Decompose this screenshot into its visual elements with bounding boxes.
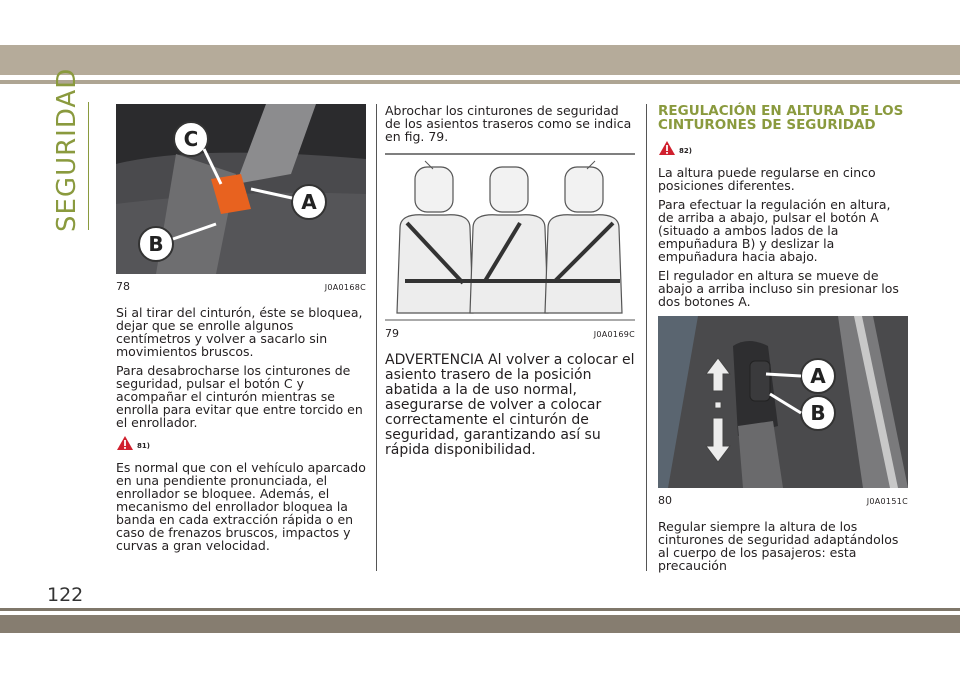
column-3: [658, 104, 908, 578]
advertencia-paragraph: ADVERTENCIA Al volver a colocar el asiento trasero de la posición abatida a la de uso normal, asegurarse de volver a colocar correctamente el cinturón de seguridad, garantizando así su rápida disponibilidad.: [385, 352, 635, 458]
warning-reference: [658, 140, 908, 158]
figure-80-number: 80: [658, 494, 672, 507]
bottom-band: [0, 615, 960, 633]
section-heading: REGULACIÓN EN ALTURA DE LOS CINTURONES DE SEGURIDAD: [658, 103, 904, 133]
paragraph: El regulador en altura se mueve de abajo a arriba incluso sin presionar los dos botones A.: [658, 268, 899, 309]
column-1: [116, 104, 366, 558]
figure-79-image: [385, 153, 635, 321]
figure-80-label-b: B: [810, 401, 826, 425]
warning-number: 82): [679, 147, 692, 155]
page-number: 122: [47, 584, 84, 606]
paragraph: Para efectuar la regulación en altura, de arriba a abajo, pulsar el botón A (situado a ambos lados de la empuñadura B) y deslizar la empuñadura hacia abajo.: [658, 197, 891, 264]
top-band-line: [0, 80, 960, 84]
figure-80-code: J0A0151C: [866, 497, 908, 506]
paragraph: La altura puede regularse en cinco posiciones diferentes.: [658, 165, 876, 193]
figure-78-image: [116, 104, 366, 274]
warning-number: 81): [137, 442, 150, 450]
figure-80-caption: [658, 494, 908, 508]
top-band: [0, 45, 960, 75]
paragraph: Si al tirar del cinturón, éste se bloquea, dejar que se enrolle algunos centímetros y volver a sacarlo sin movimientos bruscos.: [116, 305, 363, 359]
warning-triangle-icon: [116, 435, 134, 451]
figure-79-number: 79: [385, 327, 399, 340]
figure-79: [385, 153, 635, 353]
figure-80-label-a: A: [810, 364, 826, 388]
paragraph: Para desabrocharse los cinturones de seguridad, pulsar el botón C y acompañar el cinturón mientras se enrolla para evitar que entre torcido en el enrollador.: [116, 363, 363, 430]
figure-78-number: 78: [116, 280, 130, 293]
column-2: [385, 104, 635, 464]
paragraph: Regular siempre la altura de los cinturones de seguridad adaptándolos al cuerpo de los pasajeros: esta precaución: [658, 519, 899, 573]
figure-78-label-b: B: [148, 232, 164, 256]
figure-79-caption: [385, 327, 635, 341]
figure-78-label-a: A: [301, 190, 317, 214]
warning-triangle-icon: [658, 140, 676, 156]
column-divider: [646, 104, 647, 571]
figure-78: [116, 104, 366, 306]
figure-80: [658, 316, 908, 520]
bottom-band-line: [0, 608, 960, 611]
figure-79-code: J0A0169C: [593, 330, 635, 339]
paragraph: Es normal que con el vehículo aparcado en una pendiente pronunciada, el enrollador se bloquee. Además, el mecanismo del enrollador bloquea la banda en cada extracción rápida o en caso de frenazos bruscos, impactos y curvas a gran velocidad.: [116, 460, 366, 553]
figure-78-caption: [116, 280, 366, 294]
figure-78-label-c: C: [183, 127, 199, 151]
column-divider: [376, 104, 377, 571]
figure-80-image: [658, 316, 908, 488]
figure-78-code: J0A0168C: [324, 283, 366, 292]
section-title: SEGURIDAD: [52, 67, 82, 232]
paragraph: Abrochar los cinturones de seguridad de los asientos traseros como se indica en fig. 79.: [385, 103, 632, 144]
section-title-rule: [88, 102, 89, 230]
warning-reference: [116, 435, 366, 453]
